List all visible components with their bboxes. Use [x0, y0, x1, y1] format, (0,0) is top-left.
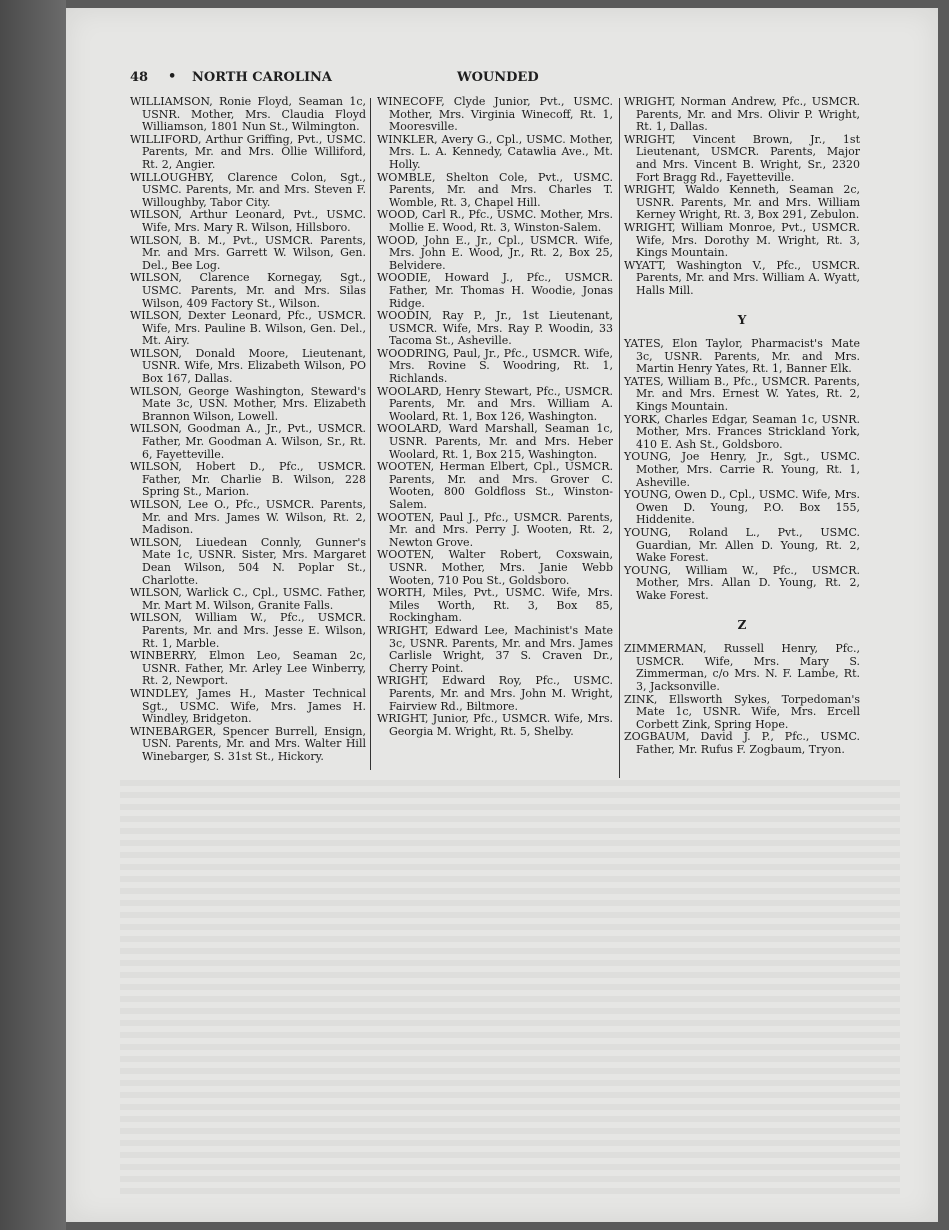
list-item: WRIGHT, William Monroe, Pvt., USMCR. Wife, Mrs. Dorothy M. Wright, Rt. 3, Kings Mountain.	[624, 220, 860, 260]
list-item: WRIGHT, Vincent Brown, Jr., 1st Lieutenant, USMCR. Parents, Major and Mrs. Vincent B. Wright, Sr., 2320 Fort Bragg Rd., Fayetteville.	[624, 132, 860, 184]
list-item: WILSON, Dexter Leonard, Pfc., USMCR. Wife, Mrs. Pauline B. Wilson, Gen. Del., Mt. Airy.	[130, 309, 366, 348]
list-item: WOODIE, Howard J., Pfc., USMCR. Father, Mr. Thomas H. Woodie, Jonas Ridge.	[377, 271, 613, 310]
list-item: WOOTEN, Paul J., Pfc., USMCR. Parents, Mr. and Mrs. Perry J. Wooten, Rt. 2, Newton Grove.	[377, 510, 613, 549]
list-item: WRIGHT, Junior, Pfc., USMCR. Wife, Mrs. Georgia M. Wright, Rt. 5, Shelby.	[377, 712, 613, 738]
list-item: YORK, Charles Edgar, Seaman 1c, USNR. Mother, Mrs. Frances Strickland York, 410 E. Ash St., Goldsboro.	[624, 412, 860, 451]
list-item: WRIGHT, Norman Andrew, Pfc., USMCR. Parents, Mr. and Mrs. Olivir P. Wright, Rt. 1, Dallas.	[624, 95, 860, 134]
list-item: WOOTEN, Herman Elbert, Cpl., USMCR. Parents, Mr. and Mrs. Grover C. Wooten, 800 Goldfloss St., Winston-Salem.	[377, 460, 613, 511]
column-1	[130, 96, 366, 763]
list-item: WILLOUGHBY, Clarence Colon, Sgt., USMC. Parents, Mr. and Mrs. Steven F. Willoughby, Tabor City.	[130, 170, 366, 209]
list-item: WOOD, John E., Jr., Cpl., USMCR. Wife, Mrs. John E. Wood, Jr., Rt. 2, Box 25, Belvidere.	[377, 233, 613, 272]
list-item: WOODIN, Ray P., Jr., 1st Lieutenant, USMCR. Wife, Mrs. Ray P. Woodin, 33 Tacoma St., Asheville.	[377, 309, 613, 348]
list-item: WILSON, Lee O., Pfc., USMCR. Parents, Mr. and Mrs. James W. Wilson, Rt. 2, Madison.	[130, 498, 366, 537]
list-item: WRIGHT, Edward Lee, Machinist's Mate 3c, USNR. Parents, Mr. and Mrs. James Carlisle Wright, 37 S. Craven Dr., Cherry Point.	[377, 623, 613, 675]
column-divider	[370, 98, 371, 770]
list-item: WINBERRY, Elmon Leo, Seaman 2c, USNR. Father, Mr. Arley Lee Winberry, Rt. 2, Newport.	[130, 649, 366, 688]
list-item: WILLIFORD, Arthur Griffing, Pvt., USMC. Parents, Mr. and Mrs. Ollie Williford, Rt. 2, Angier.	[130, 132, 366, 171]
list-item: WINECOFF, Clyde Junior, Pvt., USMC. Mother, Mrs. Virginia Winecoff, Rt. 1, Mooresville.	[377, 95, 613, 134]
list-item: WOOTEN, Walter Robert, Coxswain, USNR. Mother, Mrs. Janie Webb Wooten, 710 Pou St., Goldsboro.	[377, 548, 613, 587]
list-item: ZINK, Ellsworth Sykes, Torpedoman's Mate 1c, USNR. Wife, Mrs. Ercell Corbett Zink, Spring Hope.	[624, 692, 860, 731]
section-title: WOUNDED	[457, 70, 539, 85]
list-item: WOOLARD, Henry Stewart, Pfc., USMCR. Parents, Mr. and Mrs. William A. Woolard, Rt. 1, Box 126, Washington.	[377, 384, 613, 423]
section-letter-y: Y	[737, 312, 747, 327]
list-item: WILSON, Liuedean Connly, Gunner's Mate 1c, USNR. Sister, Mrs. Margaret Dean Wilson, 504 N. Poplar St., Charlotte.	[130, 535, 366, 587]
header-bullet: •	[168, 69, 177, 84]
list-item: WRIGHT, Edward Roy, Pfc., USMC. Parents, Mr. and Mrs. John M. Wright, Fairview Rd., Biltmore.	[377, 674, 613, 713]
list-item: WILSON, Warlick C., Cpl., USMC. Father, Mr. Mart M. Wilson, Granite Falls.	[130, 586, 366, 612]
list-item: WILSON, B. M., Pvt., USMCR. Parents, Mr. and Mrs. Garrett W. Wilson, Gen. Del., Bee Log.	[130, 233, 366, 272]
list-item: WILSON, Goodman A., Jr., Pvt., USMCR. Father, Mr. Goodman A. Wilson, Sr., Rt. 6, Fayetteville.	[130, 422, 366, 461]
list-item: YOUNG, Roland L., Pvt., USMC. Guardian, Mr. Allen D. Young, Rt. 2, Wake Forest.	[624, 526, 860, 565]
list-item: WOMBLE, Shelton Cole, Pvt., USMC. Parents, Mr. and Mrs. Charles T. Womble, Rt. 3, Chapel Hill.	[377, 170, 613, 209]
page-number: 48	[130, 70, 149, 85]
list-item: WILSON, Clarence Kornegay, Sgt., USMC. Parents, Mr. and Mrs. Silas Wilson, 409 Factory St., Wilson.	[130, 271, 366, 310]
list-item: YOUNG, Owen D., Cpl., USMC. Wife, Mrs. Owen D. Young, P.O. Box 155, Hiddenite.	[624, 488, 860, 527]
list-item: WILSON, George Washington, Steward's Mate 3c, USN. Mother, Mrs. Elizabeth Brannon Wilson, Lowell.	[130, 384, 366, 423]
list-item: WOOLARD, Ward Marshall, Seaman 1c, USNR. Parents, Mr. and Mrs. Heber Woolard, Rt. 1, Box 215, Washington.	[377, 422, 613, 461]
column-divider	[619, 98, 620, 778]
list-item: YOUNG, Joe Henry, Jr., Sgt., USMC. Mother, Mrs. Carrie R. Young, Rt. 1, Asheville.	[624, 450, 860, 489]
list-item: WORTH, Miles, Pvt., USMC. Wife, Mrs. Miles Worth, Rt. 3, Box 85, Rockingham.	[377, 586, 613, 625]
list-item: WILSON, Hobert D., Pfc., USMCR. Father, Mr. Charlie B. Wilson, 228 Spring St., Marion.	[130, 460, 366, 499]
list-item: YOUNG, William W., Pfc., USMCR. Mother, Mrs. Allan D. Young, Rt. 2, Wake Forest.	[624, 563, 860, 602]
list-item: WILLIAMSON, Ronie Floyd, Seaman 1c, USNR. Mother, Mrs. Claudia Floyd Williamson, 1801 Nun St., Wilmington.	[130, 95, 366, 134]
list-item: YATES, William B., Pfc., USMCR. Parents, Mr. and Mrs. Ernest W. Yates, Rt. 2, Kings Mountain.	[624, 374, 860, 414]
list-item: ZIMMERMAN, Russell Henry, Pfc., USMCR. Wife, Mrs. Mary S. Zimmerman, c/o Mrs. N. F. Lambe, Rt. 3, Jacksonville.	[624, 642, 860, 693]
list-item: WOOD, Carl R., Pfc., USMC. Mother, Mrs. Mollie E. Wood, Rt. 3, Winston-Salem.	[377, 208, 613, 234]
list-item: ZOGBAUM, David J. P., Pfc., USMC. Father, Mr. Rufus F. Zogbaum, Tryon.	[624, 730, 860, 756]
list-item: WINKLER, Avery G., Cpl., USMC. Mother, Mrs. L. A. Kennedy, Catawlia Ave., Mt. Holly.	[377, 132, 613, 171]
section-letter-z: Z	[737, 617, 747, 632]
page-header	[130, 70, 910, 90]
scanner-background	[0, 0, 66, 1230]
list-item: WRIGHT, Waldo Kenneth, Seaman 2c, USNR. Parents, Mr. and Mrs. William Kerney Wright, Rt. 3, Box 291, Zebulon.	[624, 183, 860, 222]
list-item: WYATT, Washington V., Pfc., USMCR. Parents, Mr. and Mrs. William A. Wyatt, Halls Mill.	[624, 258, 860, 297]
list-item: WINDLEY, James H., Master Technical Sgt., USMC. Wife, Mrs. James H. Windley, Bridgeton.	[130, 686, 366, 726]
state-title: NORTH CAROLINA	[192, 70, 333, 85]
column-2	[377, 96, 613, 738]
list-item: WILSON, Arthur Leonard, Pvt., USMC. Wife, Mrs. Mary R. Wilson, Hillsboro.	[130, 208, 366, 234]
list-item: WINEBARGER, Spencer Burrell, Ensign, USN. Parents, Mr. and Mrs. Walter Hill Winebarger, S. 31st St., Hickory.	[130, 724, 366, 763]
list-item: WOODRING, Paul, Jr., Pfc., USMCR. Wife, Mrs. Rovine S. Woodring, Rt. 1, Richlands.	[377, 346, 613, 386]
column-3	[624, 96, 860, 757]
list-item: YATES, Elon Taylor, Pharmacist's Mate 3c, USNR. Parents, Mr. and Mrs. Martin Henry Yates, Rt. 1, Banner Elk.	[624, 337, 860, 376]
list-item: WILSON, William W., Pfc., USMCR. Parents, Mr. and Mrs. Jesse E. Wilson, Rt. 1, Marble.	[130, 611, 366, 650]
list-item: WILSON, Donald Moore, Lieutenant, USNR. Wife, Mrs. Elizabeth Wilson, PO Box 167, Dallas.	[130, 346, 366, 386]
